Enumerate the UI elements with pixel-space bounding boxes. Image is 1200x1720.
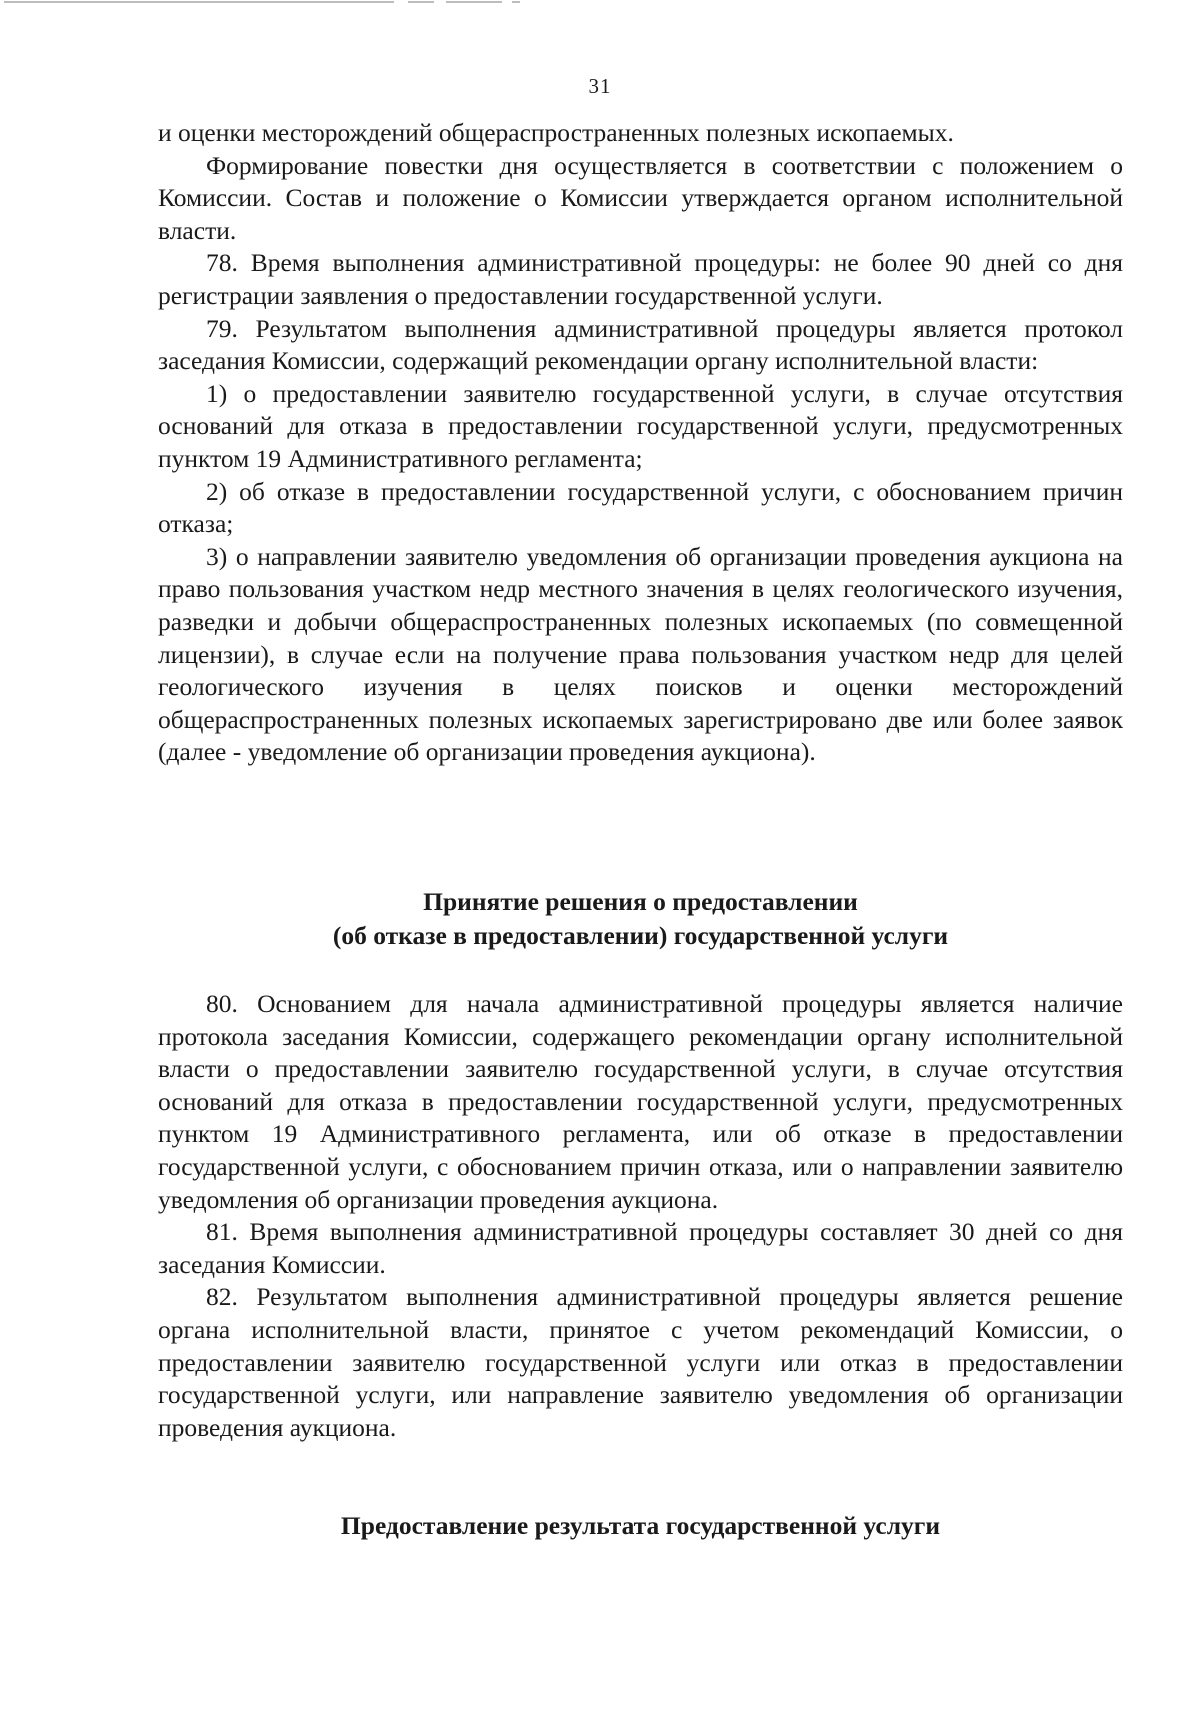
- paragraph-continuation: и оценки месторождений общераспространенных полезных ископаемых.: [158, 118, 954, 147]
- section-procedure-result: [158, 117, 1123, 769]
- section-decision: [158, 988, 1123, 1444]
- paragraph-80: 80. Основанием для начала административной процедуры является наличие протокола заседания Комиссии, содержащего рекомендации органу исполнительной власти о предоставлении заявителю государственной услуги, в случае отсутствия оснований для отказа в предоставлении государственной услуги, предусмотренных пунктом 19 Административного регламента, или об отказе в предоставлении государственной услуги, с обоснованием причин отказа, или о направлении заявителю уведомления об организации проведения аукциона.: [158, 989, 1123, 1214]
- section-heading-result-delivery: [158, 1509, 1123, 1543]
- list-item-1: 1) о предоставлении заявителю государственной услуги, в случае отсутствия оснований для отказа в предоставлении государственной услуги, предусмотренных пунктом 19 Административного регламента;: [158, 378, 1123, 473]
- page-number: 31: [588, 74, 612, 98]
- paragraph-78: 78. Время выполнения административной процедуры: не более 90 дней со дня регистрации заявления о предоставлении государственной услуги.: [158, 248, 1123, 310]
- list-item-2: 2) об отказе в предоставлении государственной услуги, с обоснованием причин отказа;: [158, 476, 1123, 539]
- scan-edge: [0, 0, 1200, 6]
- paragraph-82: 82. Результатом выполнения административной процедуры является решение органа исполнительной власти, принятое с учетом рекомендаций Комиссии, о предоставлении заявителю государственной услуги или отказ в предоставлении государственной услуги, или направление заявителю уведомления об организации проведения аукциона.: [158, 1282, 1123, 1442]
- paragraph-79: 79. Результатом выполнения административной процедуры является протокол заседания Комиссии, содержащий рекомендации органу исполнительной власти:: [158, 313, 1123, 376]
- heading-line: (об отказе в предоставлении) государственной услуги: [332, 921, 949, 950]
- heading-line: Принятие решения о предоставлении: [423, 887, 858, 916]
- scan-edge-segment: [512, 1, 520, 3]
- heading-line: Предоставление результата государственной услуги: [340, 1511, 941, 1540]
- paragraph-agenda: Формирование повестки дня осуществляется в соответствии с положением о Комиссии. Состав и положение о Комиссии утверждается органом исполнительной власти.: [158, 150, 1123, 245]
- list-item-3: 3) о направлении заявителю уведомления об организации проведения аукциона на право пользования участком недр местного значения в целях геологического изучения, разведки и добычи общераспространенных полезных ископаемых (по совмещенной лицензии), в случае если на получение права пользования участком недр для целей геологического изучения в целях поисков и оценки месторождений общераспространенных полезных ископаемых зарегистрировано две или более заявок (далее - уведомление об организации проведения аукциона).: [158, 541, 1123, 767]
- scan-edge-segment: [408, 1, 434, 3]
- section-heading-decision: [158, 885, 1123, 953]
- paragraph-81: 81. Время выполнения административной процедуры составляет 30 дней со дня заседания Комиссии.: [158, 1217, 1123, 1279]
- scan-edge-segment: [4, 1, 394, 3]
- scan-edge-segment: [446, 1, 502, 3]
